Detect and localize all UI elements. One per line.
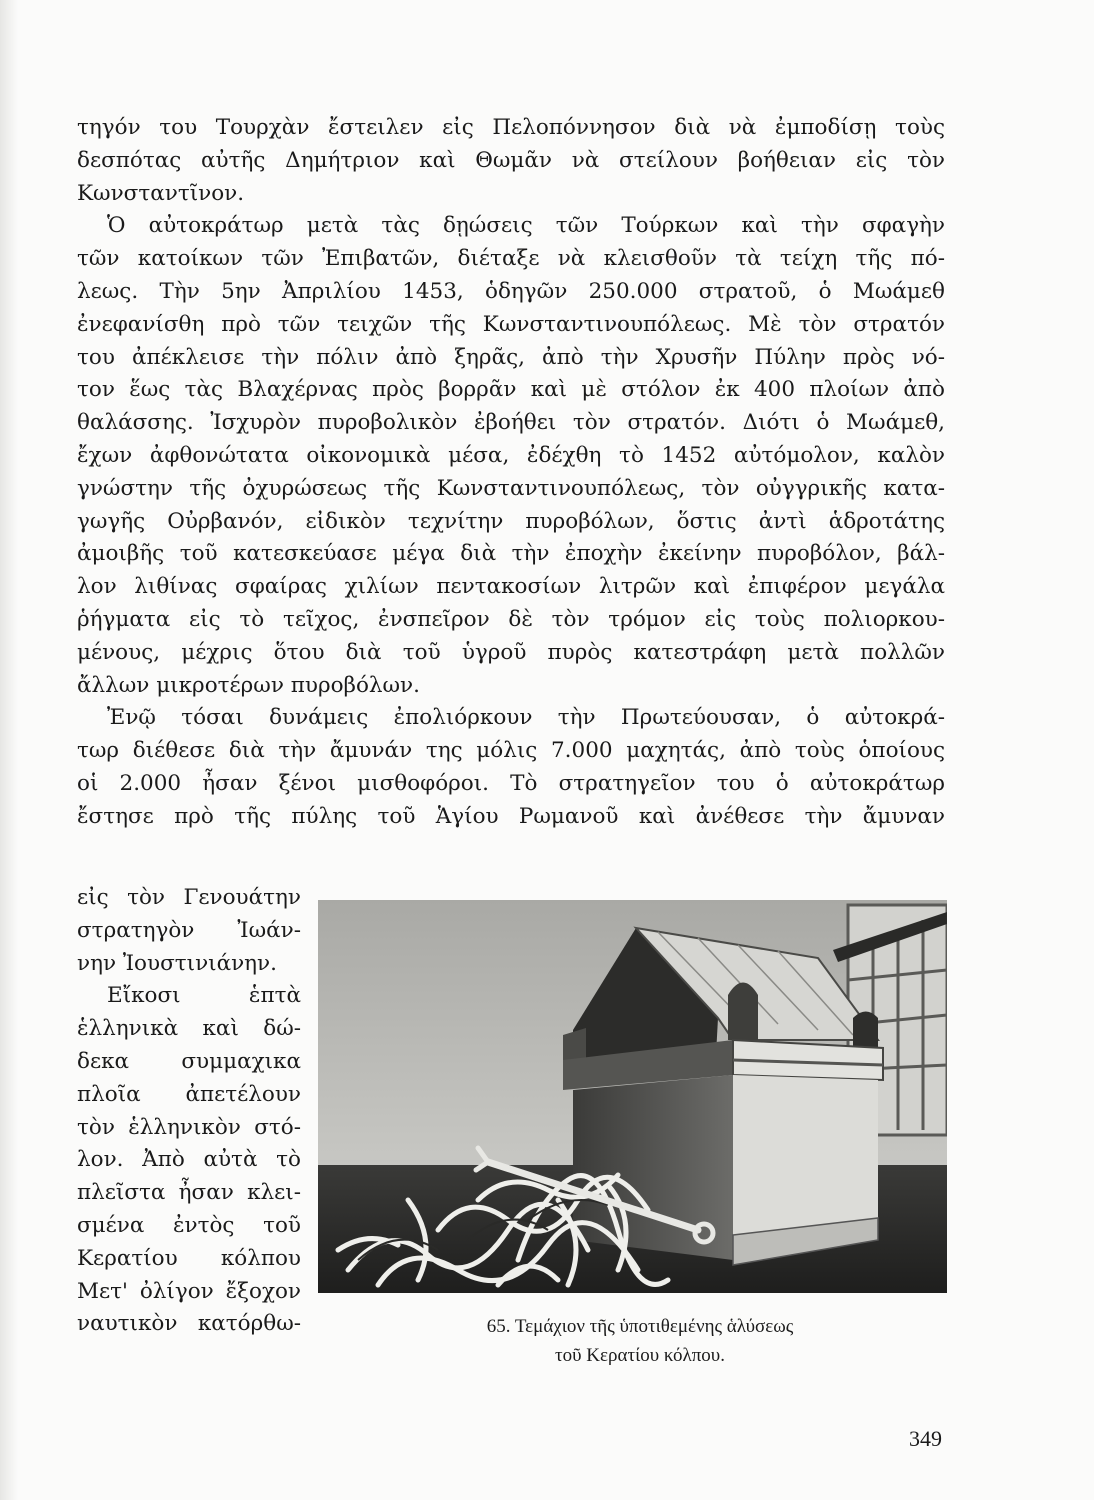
text-line: Κωνσταντῖνον. <box>77 180 245 206</box>
caption-line-2: τοῦ Κερατίου κόλπου. <box>555 1345 725 1366</box>
text-line: γωγῆς Οὐρβανόν, εἰδικὸν τεχνίτην πυροβόλων, ὅστις ἀντὶ ἁδροτάτης <box>77 508 945 534</box>
text-line: ῥήγματα εἰς τὸ τεῖχος, ἐνσπεῖρον δὲ τὸν τρόμον εἰς τοὺς πολιορκου- <box>77 606 945 632</box>
text-line: Ἐνῷ τόσαι δυνάμεις ἐπολιόρκουν τὴν Πρωτεύουσαν, ὁ αὐτοκρά- <box>107 705 945 731</box>
text-line: τωρ διέθεσε διὰ τὴν ἄμυνάν της μόλις 7.000 μαχητάς, ἀπὸ τοὺς ὁποίους <box>77 738 945 764</box>
text-line: γνώστην τῆς ὀχυρώσεως τῆς Κωνσταντινουπόλεως, τὸν οὐγγρικῆς κατα- <box>77 475 945 501</box>
text-line: λεως. Τὴν 5ην Ἀπριλίου 1453, ὁδηγῶν 250.000 στρατοῦ, ὁ Μωάμεθ <box>77 278 945 304</box>
figure-caption <box>380 1312 900 1370</box>
text-line: μένους, μέχρις ὅτου διὰ τοῦ ὑγροῦ πυρὸς κατεστράφη μετὰ πολλῶν <box>77 639 945 665</box>
text-line: λον. Ἀπὸ αὐτὰ τὸ <box>77 1147 301 1173</box>
side-column-text <box>77 882 301 1341</box>
text-line: τῶν κατοίκων τῶν Ἐπιβατῶν, διέταξε νὰ κλεισθοῦν τὰ τείχη τῆς πό- <box>77 246 945 272</box>
text-line: εἰς τὸν Γενουάτην <box>77 885 301 910</box>
chain-photograph <box>318 900 947 1293</box>
text-line: ἄλλων μικροτέρων πυροβόλων. <box>77 672 420 698</box>
text-line: ναυτικὸν κατόρθω- <box>77 1311 301 1337</box>
text-line: πλοῖα ἀπετέλουν <box>77 1081 301 1107</box>
text-line: σμένα ἐντὸς τοῦ <box>77 1212 301 1238</box>
text-line: ἐνεφανίσθη πρὸ τῶν τειχῶν τῆς Κωνσταντινουπόλεως. Μὲ τὸν στρατόν <box>77 311 945 337</box>
text-line: οἱ 2.000 ἦσαν ξένοι μισθοφόροι. Τὸ στρατηγεῖον του ὁ αὐτοκράτωρ <box>77 770 945 796</box>
text-line: Μετ' ὀλίγον ἔξοχον <box>77 1278 301 1304</box>
text-line: ἔστησε πρὸ τῆς πύλης τοῦ Ἁγίου Ρωμανοῦ καὶ ἀνέθεσε τὴν ἄμυναν <box>77 803 945 829</box>
sarcophagus-chain-illustration <box>318 900 947 1293</box>
text-line: δεσπότας αὐτῆς Δημήτριον καὶ Θωμᾶν νὰ στείλουν βοήθειαν εἰς τὸν <box>77 147 945 173</box>
text-line: θαλάσσης. Ἰσχυρὸν πυροβολικὸν ἐβοήθει τὸν στρατόν. Διότι ὁ Μωάμεθ, <box>77 410 945 436</box>
text-line: Ὁ αὐτοκράτωρ μετὰ τὰς δῃώσεις τῶν Τούρκων καὶ τὴν σφαγὴν <box>107 213 945 239</box>
text-line: τὸν ἑλληνικὸν στό- <box>77 1114 301 1140</box>
text-line: Εἴκοσι ἑπτὰ <box>107 983 301 1009</box>
text-line: τηγόν του Τουρχὰν ἔστειλεν εἰς Πελοπόννησον διὰ νὰ ἐμποδίσῃ τοὺς <box>77 115 945 140</box>
page-binding-shadow <box>0 0 18 1500</box>
text-line: ἑλληνικὰ καὶ δώ- <box>77 1016 301 1042</box>
text-line: ἔχων ἀφθονώτατα οἰκονομικὰ μέσα, ἐδέχθη τὸ 1452 αὐτόμολον, καλὸν <box>77 442 945 468</box>
text-line: Κερατίου κόλπου <box>77 1245 301 1271</box>
caption-line-1: 65. Τεμάχιον τῆς ὑποτιθεμένης ἁλύσεως <box>486 1316 794 1337</box>
text-line: νην Ἰουστινιάνην. <box>77 950 277 976</box>
text-line: τον ἕως τὰς Βλαχέρνας πρὸς βορρᾶν καὶ μὲ στόλον ἐκ 400 πλοίων ἀπὸ <box>77 377 945 403</box>
text-line: του ἀπέκλεισε τὴν πόλιν ἀπὸ ξηρᾶς, ἀπὸ τὴν Χρυσῆν Πύλην πρὸς νό- <box>77 344 945 370</box>
text-line: λον λιθίνας σφαίρας χιλίων πεντακοσίων λιτρῶν καὶ ἐπιφέρον μεγάλα <box>77 574 945 600</box>
page-number: 349 <box>909 1426 942 1451</box>
text-line: ἀμοιβῆς τοῦ κατεσκεύασε μέγα διὰ τὴν ἐποχὴν ἐκείνην πυροβόλον, βάλ- <box>77 541 945 567</box>
text-line: δεκα συμμαχικα <box>77 1048 301 1074</box>
body-text <box>77 112 945 834</box>
text-line: πλεῖστα ἦσαν κλει- <box>77 1180 301 1206</box>
text-line: στρατηγὸν Ἰωάν- <box>77 917 301 943</box>
